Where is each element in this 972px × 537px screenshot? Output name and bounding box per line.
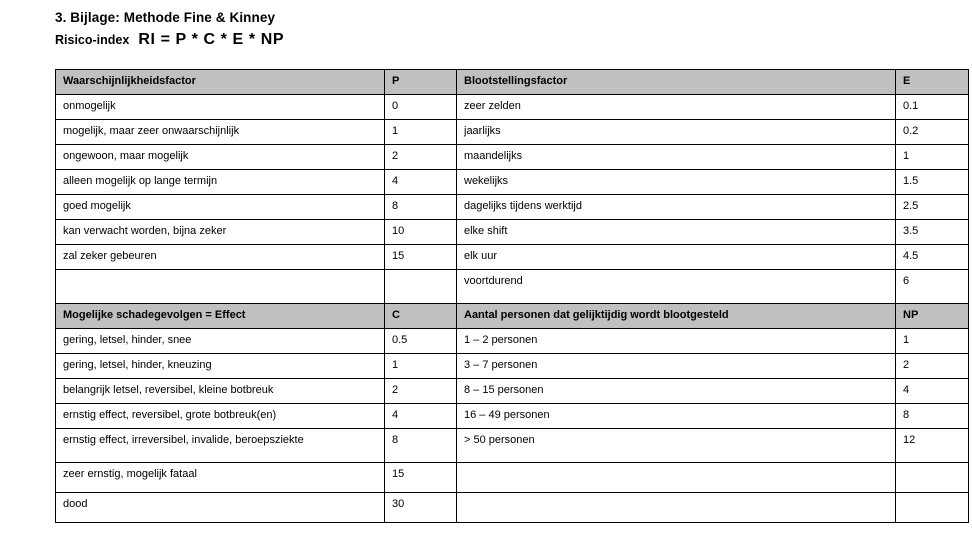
cell-c-value: 0.5: [385, 329, 457, 354]
cell-exposure-label: elk uur: [457, 245, 896, 270]
cell-e-value: 6: [896, 270, 969, 304]
cell-probability-label: kan verwacht worden, bijna zeker: [56, 220, 385, 245]
risk-index-label: Risico-index: [55, 33, 130, 47]
table-row: [56, 493, 969, 523]
cell-np-value: 8: [896, 404, 969, 429]
table-row: [56, 95, 969, 120]
table-row: [56, 145, 969, 170]
cell-probability-label: zal zeker gebeuren: [56, 245, 385, 270]
cell-p-value: 2: [385, 145, 457, 170]
cell-effect-label: ernstig effect, reversibel, grote botbreuk(en): [56, 404, 385, 429]
cell-effect-label: gering, letsel, hinder, snee: [56, 329, 385, 354]
cell-persons-label: 1 – 2 personen: [457, 329, 896, 354]
cell-e-value: 4.5: [896, 245, 969, 270]
cell-probability-label: onmogelijk: [56, 95, 385, 120]
cell-e-value: 0.1: [896, 95, 969, 120]
cell-probability-label: ongewoon, maar mogelijk: [56, 145, 385, 170]
cell-probability-label: mogelijk, maar zeer onwaarschijnlijk: [56, 120, 385, 145]
cell-c-value: 2: [385, 379, 457, 404]
cell-np-value: [896, 463, 969, 493]
table-row: [56, 270, 969, 304]
cell-e-value: 0.2: [896, 120, 969, 145]
table-row: [56, 195, 969, 220]
cell-p-value: 8: [385, 195, 457, 220]
cell-effect-label: dood: [56, 493, 385, 523]
table-row: [56, 170, 969, 195]
cell-e-value: 1: [896, 145, 969, 170]
cell-np-value: [896, 493, 969, 523]
cell-exposure-label: dagelijks tijdens werktijd: [457, 195, 896, 220]
cell-exposure-label: maandelijks: [457, 145, 896, 170]
cell-c-value: 1: [385, 354, 457, 379]
cell-np-value: 4: [896, 379, 969, 404]
cell-c-value: 15: [385, 463, 457, 493]
cell-exposure-label: jaarlijks: [457, 120, 896, 145]
cell-p-value: 0: [385, 95, 457, 120]
cell-effect-label: belangrijk letsel, reversibel, kleine botbreuk: [56, 379, 385, 404]
table-row: [56, 329, 969, 354]
cell-np-value: 2: [896, 354, 969, 379]
cell-persons-label: [457, 463, 896, 493]
column-header-p: P: [385, 70, 457, 95]
table-row: [56, 379, 969, 404]
table-row: [56, 120, 969, 145]
column-header-e: E: [896, 70, 969, 95]
cell-persons-label: > 50 personen: [457, 429, 896, 463]
cell-persons-label: 8 – 15 personen: [457, 379, 896, 404]
table-header-row-effect: [56, 304, 969, 329]
risk-index-line: [55, 31, 284, 49]
risk-index-formula: RI = P * C * E * NP: [138, 31, 285, 48]
cell-effect-label: zeer ernstig, mogelijk fataal: [56, 463, 385, 493]
cell-c-value: 30: [385, 493, 457, 523]
page-title: 3. Bijlage: Methode Fine & Kinney: [55, 10, 276, 25]
cell-p-value: 10: [385, 220, 457, 245]
column-header-c: C: [385, 304, 457, 329]
table-row: [56, 404, 969, 429]
cell-p-value: 15: [385, 245, 457, 270]
column-header-np: NP: [896, 304, 969, 329]
table-row: [56, 354, 969, 379]
cell-e-value: 2.5: [896, 195, 969, 220]
column-header-persons-factor: Aantal personen dat gelijktijdig wordt blootgesteld: [457, 304, 896, 329]
cell-exposure-label: elke shift: [457, 220, 896, 245]
cell-np-value: 12: [896, 429, 969, 463]
cell-c-value: 4: [385, 404, 457, 429]
table-row: [56, 429, 969, 463]
fine-kinney-table: [55, 69, 969, 523]
cell-effect-label: gering, letsel, hinder, kneuzing: [56, 354, 385, 379]
cell-np-value: 1: [896, 329, 969, 354]
cell-persons-label: 3 – 7 personen: [457, 354, 896, 379]
cell-persons-label: [457, 493, 896, 523]
cell-e-value: 1.5: [896, 170, 969, 195]
cell-exposure-label: wekelijks: [457, 170, 896, 195]
cell-e-value: 3.5: [896, 220, 969, 245]
column-header-probability-factor: Waarschijnlijkheidsfactor: [56, 70, 385, 95]
cell-exposure-label: voortdurend: [457, 270, 896, 304]
cell-effect-label: ernstig effect, irreversibel, invalide, beroepsziekte: [56, 429, 385, 463]
column-header-exposure-factor: Blootstellingsfactor: [457, 70, 896, 95]
cell-p-value: [385, 270, 457, 304]
cell-persons-label: 16 – 49 personen: [457, 404, 896, 429]
cell-exposure-label: zeer zelden: [457, 95, 896, 120]
cell-probability-label: goed mogelijk: [56, 195, 385, 220]
cell-p-value: 1: [385, 120, 457, 145]
table-row: [56, 245, 969, 270]
table-row: [56, 220, 969, 245]
table-header-row-probability: [56, 70, 969, 95]
cell-p-value: 4: [385, 170, 457, 195]
cell-c-value: 8: [385, 429, 457, 463]
cell-probability-label: alleen mogelijk op lange termijn: [56, 170, 385, 195]
column-header-effect-factor: Mogelijke schadegevolgen = Effect: [56, 304, 385, 329]
cell-probability-label: [56, 270, 385, 304]
table-row: [56, 463, 969, 493]
